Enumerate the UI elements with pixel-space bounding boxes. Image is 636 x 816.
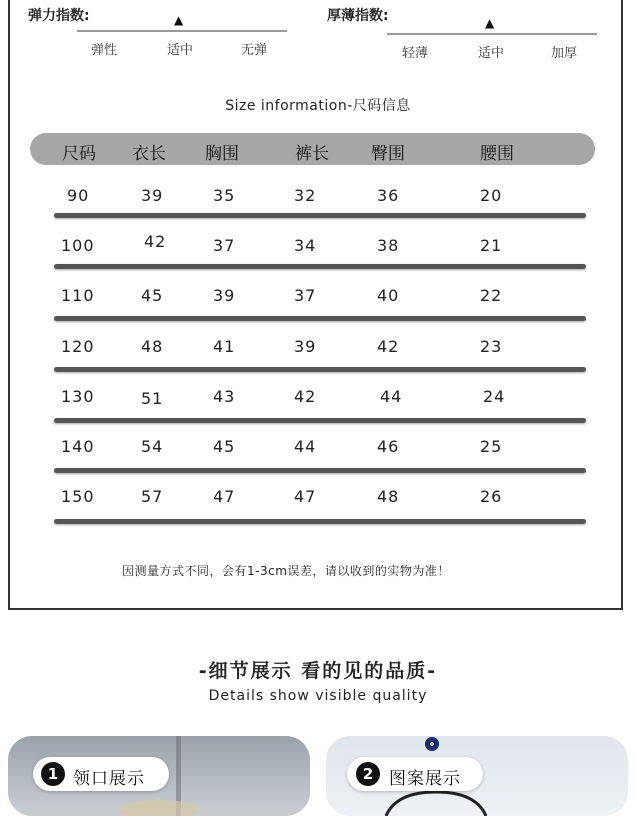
table-cell: 45 — [213, 437, 236, 456]
table-cell: 42 — [377, 337, 400, 356]
table-cell: 57 — [141, 487, 164, 506]
table-cell: 39 — [213, 286, 236, 305]
table-cell: 120 — [61, 337, 95, 356]
badge-number-2: 2 — [356, 762, 380, 786]
pattern-caption: 图案展示 — [389, 769, 461, 789]
table-cell: 47 — [213, 487, 236, 506]
thickness-option: 加厚 — [551, 46, 578, 61]
table-cell: 39 — [294, 337, 317, 356]
size-info-title: Size information-尺码信息 — [225, 98, 411, 114]
thickness-marker-icon: ▲ — [485, 16, 495, 30]
table-cell: 47 — [294, 487, 317, 506]
table-cell: 90 — [67, 186, 90, 205]
row-divider — [54, 264, 586, 269]
table-cell: 25 — [480, 437, 503, 456]
table-cell: 48 — [141, 337, 164, 356]
table-cell: 41 — [213, 337, 236, 356]
row-divider — [54, 316, 586, 321]
elasticity-label: 弹力指数: — [28, 8, 90, 24]
table-cell: 42 — [144, 232, 167, 251]
table-cell: 100 — [61, 236, 95, 255]
table-cell: 44 — [380, 387, 403, 406]
table-cell: 110 — [61, 286, 95, 305]
table-header-hip: 臀围 — [371, 144, 405, 164]
elasticity-option: 适中 — [167, 43, 194, 58]
table-cell: 40 — [377, 286, 400, 305]
elasticity-scale-line — [77, 30, 287, 32]
table-cell: 36 — [377, 186, 400, 205]
table-cell: 43 — [213, 387, 236, 406]
table-cell: 37 — [213, 236, 236, 255]
row-divider — [54, 213, 586, 218]
table-cell: 26 — [480, 487, 503, 506]
table-cell: 34 — [294, 236, 317, 255]
row-divider — [54, 468, 586, 473]
measurement-note: 因测量方式不同，会有1-3cm误差，请以收到的实物为准！ — [122, 564, 450, 578]
table-cell: 20 — [480, 186, 503, 205]
details-title: -细节展示 看的见的品质- — [198, 660, 438, 682]
details-subtitle: Details show visible quality — [208, 688, 428, 704]
table-cell: 42 — [294, 387, 317, 406]
row-divider — [54, 367, 586, 372]
table-cell: 54 — [141, 437, 164, 456]
row-divider — [54, 418, 586, 423]
table-cell: 130 — [61, 387, 95, 406]
table-cell: 24 — [483, 387, 506, 406]
table-header-pants-length: 裤长 — [295, 144, 329, 164]
thickness-scale-line — [387, 33, 597, 35]
table-cell: 45 — [141, 286, 164, 305]
collar-caption: 领口展示 — [73, 769, 145, 789]
table-cell: 48 — [377, 487, 400, 506]
table-cell: 51 — [141, 389, 164, 408]
table-cell: 44 — [294, 437, 317, 456]
table-cell: 23 — [480, 337, 503, 356]
thickness-option: 轻薄 — [402, 46, 429, 61]
elasticity-option: 无弹 — [241, 43, 268, 58]
elasticity-option: 弹性 — [91, 43, 118, 58]
table-cell: 21 — [480, 236, 503, 255]
table-cell: 46 — [377, 437, 400, 456]
row-divider — [54, 519, 586, 524]
thickness-label: 厚薄指数: — [327, 8, 389, 24]
table-header-length: 衣长 — [132, 144, 166, 164]
table-cell: 39 — [141, 186, 164, 205]
elasticity-marker-icon: ▲ — [174, 13, 184, 27]
thickness-option: 适中 — [478, 46, 505, 61]
table-cell: 38 — [377, 236, 400, 255]
table-cell: 32 — [294, 186, 317, 205]
table-cell: 150 — [61, 487, 95, 506]
table-cell: 35 — [213, 186, 236, 205]
table-cell: 140 — [61, 437, 95, 456]
table-header-size: 尺码 — [62, 144, 96, 164]
badge-number-1: 1 — [41, 762, 65, 786]
table-header-waist: 腰围 — [480, 144, 514, 164]
table-header-chest: 胸围 — [205, 144, 239, 164]
table-cell: 37 — [294, 286, 317, 305]
table-cell: 22 — [480, 286, 503, 305]
